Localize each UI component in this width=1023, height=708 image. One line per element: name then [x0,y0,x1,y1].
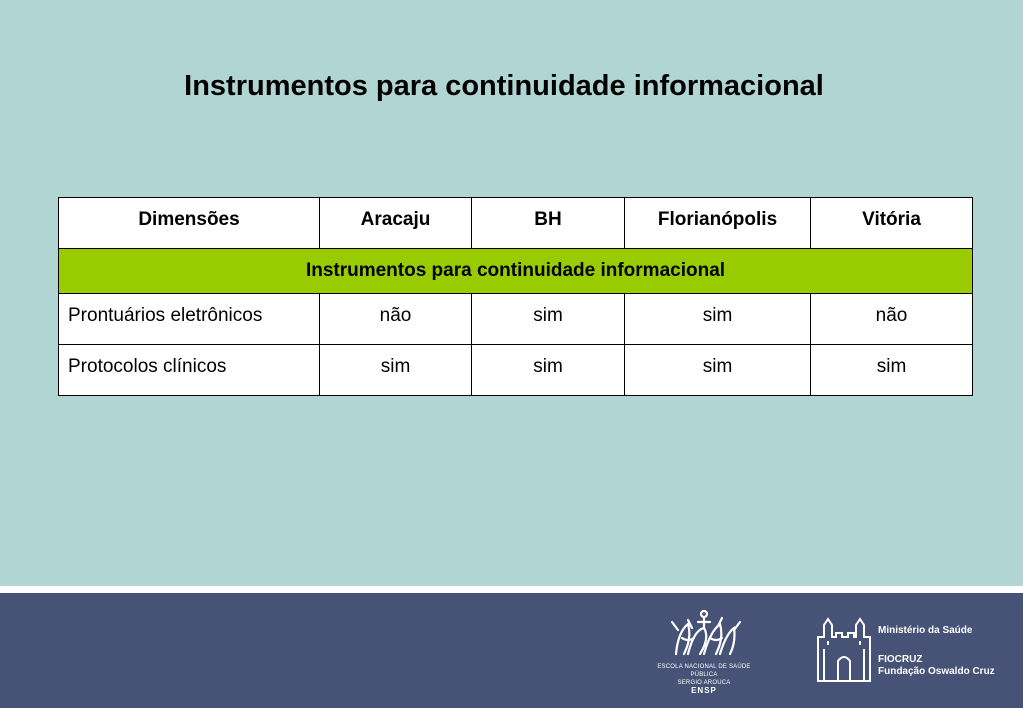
ministry-label: Ministério da Saúde [878,625,973,636]
ensp-name-line: ESCOLA NACIONAL DE SAÚDE PÚBLICA [657,664,751,678]
comparison-table [58,197,973,396]
ensp-acronym: ENSP [691,686,717,695]
ensp-caption [648,663,760,695]
fiocruz-castle-icon [815,615,873,683]
table-cell: não [811,294,973,345]
ensp-name-line: SERGIO AROUCA [677,680,731,686]
fiocruz-full-label: Fundação Oswaldo Cruz [878,666,995,677]
fiocruz-logo [815,615,1020,690]
table-cell: sim [625,345,811,396]
table-cell: sim [811,345,973,396]
footer-divider [0,586,1023,593]
header-cell: Aracaju [320,198,472,249]
table-cell: não [320,294,472,345]
row-label: Protocolos clínicos [59,345,320,396]
header-cell: Florianópolis [625,198,811,249]
table-cell: sim [320,345,472,396]
fiocruz-label: FIOCRUZ [878,654,923,665]
table-cell: sim [472,345,625,396]
table-header-row [59,198,973,249]
ensp-logo [648,608,760,703]
table-row [59,345,973,396]
table-cell: sim [472,294,625,345]
table-row [59,294,973,345]
fiocruz-text [878,625,995,678]
row-label: Prontuários eletrônicos [59,294,320,345]
header-cell: Vitória [811,198,973,249]
header-cell: Dimensões [59,198,320,249]
header-cell: BH [472,198,625,249]
ensp-figures-icon [648,608,760,663]
page-title: Instrumentos para continuidade informacional [184,70,824,102]
section-label: Instrumentos para continuidade informacional [59,249,973,294]
table-section-row [59,249,973,294]
table-cell: sim [625,294,811,345]
